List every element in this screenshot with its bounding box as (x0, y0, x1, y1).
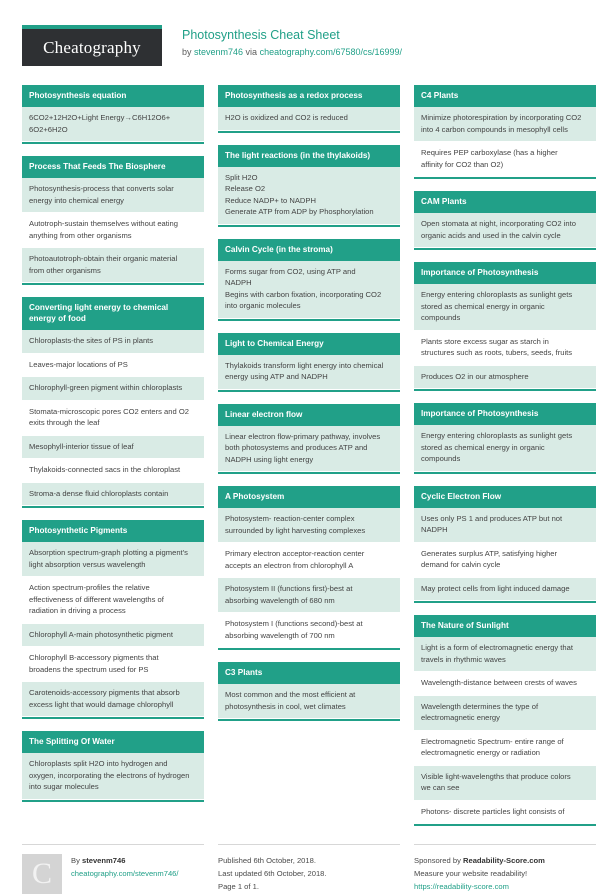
section-title: Photosynthesis equation (22, 85, 204, 107)
section-row (22, 107, 204, 142)
section-row (22, 624, 204, 648)
row-line: Wavelength-distance between crests of waves (421, 678, 577, 687)
row-line: absorbing wavelength of 680 nm (225, 595, 335, 605)
section-row (22, 213, 204, 248)
row-line: Produces O2 in our atmosphere (421, 371, 529, 381)
section-row (218, 355, 400, 390)
section-row (22, 647, 204, 682)
row-line: Release O2 (225, 184, 266, 193)
row-line: we can see (421, 783, 460, 792)
section-row (218, 426, 400, 473)
row-line: Generate ATP from ADP by Phosphorylation (225, 207, 374, 216)
row-line: Begins with carbon fixation, incorporating CO2 (225, 289, 382, 299)
title-block (182, 25, 402, 59)
footer-author-url[interactable]: cheatography.com/stevenm746/ (71, 869, 179, 878)
footer-author-meta (71, 854, 179, 894)
section-row (414, 366, 596, 390)
row-line: Action spectrum-profiles the relative (29, 583, 150, 592)
row-line: into organic molecules (225, 301, 301, 310)
row-line: exits through the leaf (29, 418, 100, 427)
section-title: The light reactions (in the thylakoids) (218, 145, 400, 167)
section-block (414, 85, 596, 179)
row-line: demand for calvin cycle (421, 560, 501, 569)
section-row (22, 483, 204, 507)
section-block (414, 262, 596, 391)
section-block (218, 486, 400, 650)
section-block (218, 145, 400, 227)
section-row (414, 801, 596, 825)
section-row (414, 731, 596, 766)
section-row (22, 436, 204, 460)
section-row (22, 178, 204, 213)
section-title: Photosynthesis as a redox process (218, 85, 400, 107)
row-line: anything from other organisms (29, 230, 132, 240)
row-line: Minimize photorespiration by incorporating CO2 (421, 113, 582, 122)
row-line: stored as chemical energy in organic (421, 442, 545, 452)
section-row (414, 508, 596, 543)
row-line: Thylakoids transform light energy into chemical (225, 360, 384, 370)
section-row (414, 696, 596, 731)
row-line: Chloroplasts split H2O into hydrogen and (29, 759, 168, 768)
section-row (218, 578, 400, 613)
section-title: Cyclic Electron Flow (414, 486, 596, 508)
row-line: surrounded by light harvesting complexes (225, 525, 366, 535)
section-block (414, 403, 596, 474)
sponsor-prefix: Sponsored by (414, 856, 463, 865)
byline-via: via (243, 47, 260, 57)
row-line: Photosystem II (functions first)-best at (225, 584, 353, 593)
row-line: Mesophyll-interior tissue of leaf (29, 441, 134, 451)
section-row (414, 766, 596, 801)
page-number: Page 1 of 1. (218, 882, 259, 891)
row-line: Forms sugar from CO2, using ATP and (225, 266, 356, 276)
section-row (414, 672, 596, 696)
section-title: The Splitting Of Water (22, 731, 204, 753)
section-row (218, 508, 400, 543)
row-line: 6O2+6H2O (29, 124, 68, 134)
row-line: Plants store excess sugar as starch in (421, 336, 549, 346)
row-line: organic acids and used in the calvin cycle (421, 230, 561, 240)
columns-container (22, 85, 582, 838)
row-line: NADPH (421, 525, 448, 534)
row-line: structures such as roots, tubers, seeds, fruits (421, 348, 573, 357)
row-line: Autotroph-sustain themselves without eating (29, 219, 179, 228)
row-line: Energy entering chloroplasts as sunlight gets (421, 431, 573, 440)
row-line: Most common and the most efficient at (225, 690, 356, 699)
row-line: photosynthesis in cool, wet climates (225, 701, 346, 711)
section-block (218, 404, 400, 475)
section-row (414, 578, 596, 602)
row-line: Electromagnetic Spectrum- entire range of (421, 736, 564, 746)
section-title: Linear electron flow (218, 404, 400, 426)
section-row (22, 542, 204, 577)
section-row (414, 331, 596, 366)
row-line: Visible light-wavelengths that produce colors (421, 771, 571, 781)
sponsor-line (414, 854, 596, 867)
section-row (22, 753, 204, 800)
row-line: travels in rhythmic waves (421, 654, 506, 664)
section-row (22, 377, 204, 401)
row-line: stored as chemical energy in organic (421, 301, 545, 311)
section-title: C3 Plants (218, 662, 400, 684)
column-1 (22, 85, 204, 814)
row-line: Generates surplus ATP, satisfying higher (421, 548, 558, 558)
section-title: Importance of Photosynthesis (414, 262, 596, 284)
section-title: The Nature of Sunlight (414, 615, 596, 637)
row-line: Photosystem I (functions second)-best at (225, 619, 363, 628)
section-row (414, 213, 596, 248)
row-line: Wavelength determines the type of (421, 701, 539, 711)
row-line: Stroma-a dense fluid chloroplasts contain (29, 488, 169, 498)
row-line: 6CO2+12H2O+Light Energy→C6H12O6+ (29, 113, 171, 122)
footer-dates-block (218, 844, 400, 894)
row-line: from other organisms (29, 265, 101, 275)
row-line: Chlorophyll-green pigment within chloroplasts (29, 383, 183, 392)
section-row (414, 543, 596, 578)
row-line: excess light that would damage chlorophyll (29, 699, 174, 709)
row-line: May protect cells from light induced damage (421, 583, 570, 593)
section-row (22, 330, 204, 354)
sponsor-name: Readability-Score.com (462, 856, 545, 865)
section-block (414, 191, 596, 250)
column-3 (414, 85, 596, 838)
row-line: Thylakoids-connected sacs in the chloroplast (29, 465, 181, 474)
row-line: Primary electron acceptor-reaction center (225, 549, 365, 558)
last-updated-date: Last updated 6th October, 2018. (218, 869, 327, 878)
row-line: Stomata-microscopic pores CO2 enters and O2 (29, 406, 189, 416)
section-row (218, 613, 400, 648)
section-block (22, 85, 204, 144)
row-line: Chlorophyll A-main photosynthetic pigment (29, 629, 173, 639)
page-footer (22, 844, 578, 894)
row-line: Photoautotroph-obtain their organic material (29, 254, 178, 263)
row-line: into sugar molecules (29, 782, 99, 791)
avatar: C (22, 854, 62, 894)
row-line: oxygen, incorporating the electrons of hydrogen (29, 770, 190, 780)
row-line: both photosystems and produces ATP and (225, 443, 368, 452)
row-line: light absorption versus wavelength (29, 559, 146, 569)
logo-text: Cheatography (43, 37, 141, 57)
section-row (218, 167, 400, 225)
row-line: Carotenoids-accessory pigments that absorb (29, 688, 180, 697)
section-block (22, 156, 204, 285)
section-row (22, 354, 204, 378)
row-line: Light is a form of electromagnetic energy that (421, 643, 573, 652)
section-block (218, 85, 400, 133)
byline (182, 45, 402, 59)
source-link[interactable]: cheatography.com/67580/cs/16999/ (259, 47, 402, 57)
row-line: Chloroplasts-the sites of PS in plants (29, 336, 154, 345)
row-line: effectiveness of different wavelengths of (29, 594, 164, 604)
row-line: NADPH using light energy (225, 454, 314, 464)
section-title: CAM Plants (414, 191, 596, 213)
section-title: A Photosystem (218, 486, 400, 508)
section-block (414, 615, 596, 826)
row-line: electromagnetic energy (421, 713, 500, 722)
author-link[interactable]: stevenm746 (194, 47, 244, 57)
section-title: C4 Plants (414, 85, 596, 107)
row-line: absorbing wavelength of 700 nm (225, 630, 335, 640)
published-date: Published 6th October, 2018. (218, 856, 316, 865)
row-line: into 4 carbon compounds in mesophyll cells (421, 124, 568, 134)
row-line: compounds (421, 313, 461, 322)
section-row (22, 248, 204, 283)
section-row (414, 107, 596, 142)
section-block (414, 486, 596, 604)
row-line: Leaves-major locations of PS (29, 359, 128, 369)
row-line: Uses only PS 1 and produces ATP but not (421, 513, 563, 523)
section-title: Calvin Cycle (in the stroma) (218, 239, 400, 261)
page-title: Photosynthesis Cheat Sheet (182, 28, 340, 42)
section-block (22, 297, 204, 508)
section-row (218, 261, 400, 319)
row-line: H2O is oxidized and CO2 is reduced (225, 113, 348, 122)
sponsor-tagline: Measure your website readability! (414, 869, 528, 878)
row-line: Requires PEP carboxylase (has a higher (421, 148, 558, 157)
section-row (414, 637, 596, 672)
page-header (22, 0, 578, 73)
footer-author-block (22, 844, 204, 894)
row-line: energy into chemical energy (29, 195, 124, 205)
row-line: Energy entering chloroplasts as sunlight gets (421, 290, 573, 299)
footer-author-name: stevenm746 (81, 856, 126, 865)
row-line: accepts an electron from chlorophyll A (225, 560, 354, 570)
section-row (414, 425, 596, 472)
row-line: affinity for CO2 than O2) (421, 159, 504, 169)
section-block (218, 333, 400, 392)
section-row (414, 284, 596, 331)
row-line: NADPH (225, 278, 252, 287)
section-block (218, 662, 400, 721)
section-title: Light to Chemical Energy (218, 333, 400, 355)
row-line: Linear electron flow-primary pathway, involves (225, 431, 381, 441)
section-row (218, 684, 400, 719)
section-row (22, 682, 204, 717)
row-line: compounds (421, 454, 461, 463)
sponsor-url[interactable]: https://readability-score.com (414, 882, 509, 891)
row-line: Split H2O (225, 172, 258, 182)
section-title: Process That Feeds The Biosphere (22, 156, 204, 178)
footer-sponsor-block (414, 844, 596, 894)
row-line: Chlorophyll B-accessory pigments that (29, 653, 159, 662)
row-line: Absorption spectrum-graph plotting a pigment's (29, 548, 188, 557)
section-title: Photosynthetic Pigments (22, 520, 204, 542)
row-line: electromagnetic energy or radiation (421, 748, 541, 757)
row-line: Photons- discrete particles light consists of (421, 806, 565, 816)
row-line: Photosynthesis-process that converts solar (29, 184, 174, 193)
row-line: energy using ATP and NADPH (225, 372, 328, 381)
row-line: Open stomata at night, incorporating CO2 into (421, 219, 576, 228)
section-row (218, 543, 400, 578)
footer-by-line (71, 854, 179, 867)
section-row (218, 107, 400, 131)
byline-prefix: by (182, 47, 195, 57)
section-block (22, 520, 204, 719)
footer-by-label: By (71, 856, 82, 865)
section-block (218, 239, 400, 321)
section-block (22, 731, 204, 802)
cheatography-logo[interactable] (22, 25, 162, 66)
section-row (22, 401, 204, 436)
section-row (22, 459, 204, 483)
column-2 (218, 85, 400, 733)
row-line: Photosystem- reaction-center complex (225, 514, 355, 523)
section-title: Converting light energy to chemical energy of food (22, 297, 204, 330)
section-title: Importance of Photosynthesis (414, 403, 596, 425)
section-row (22, 577, 204, 624)
row-line: broadens the spectrum used for PS (29, 664, 149, 674)
row-line: Reduce NADP+ to NADPH (225, 195, 316, 205)
row-line: radiation in driving a process (29, 606, 126, 615)
section-row (414, 142, 596, 177)
